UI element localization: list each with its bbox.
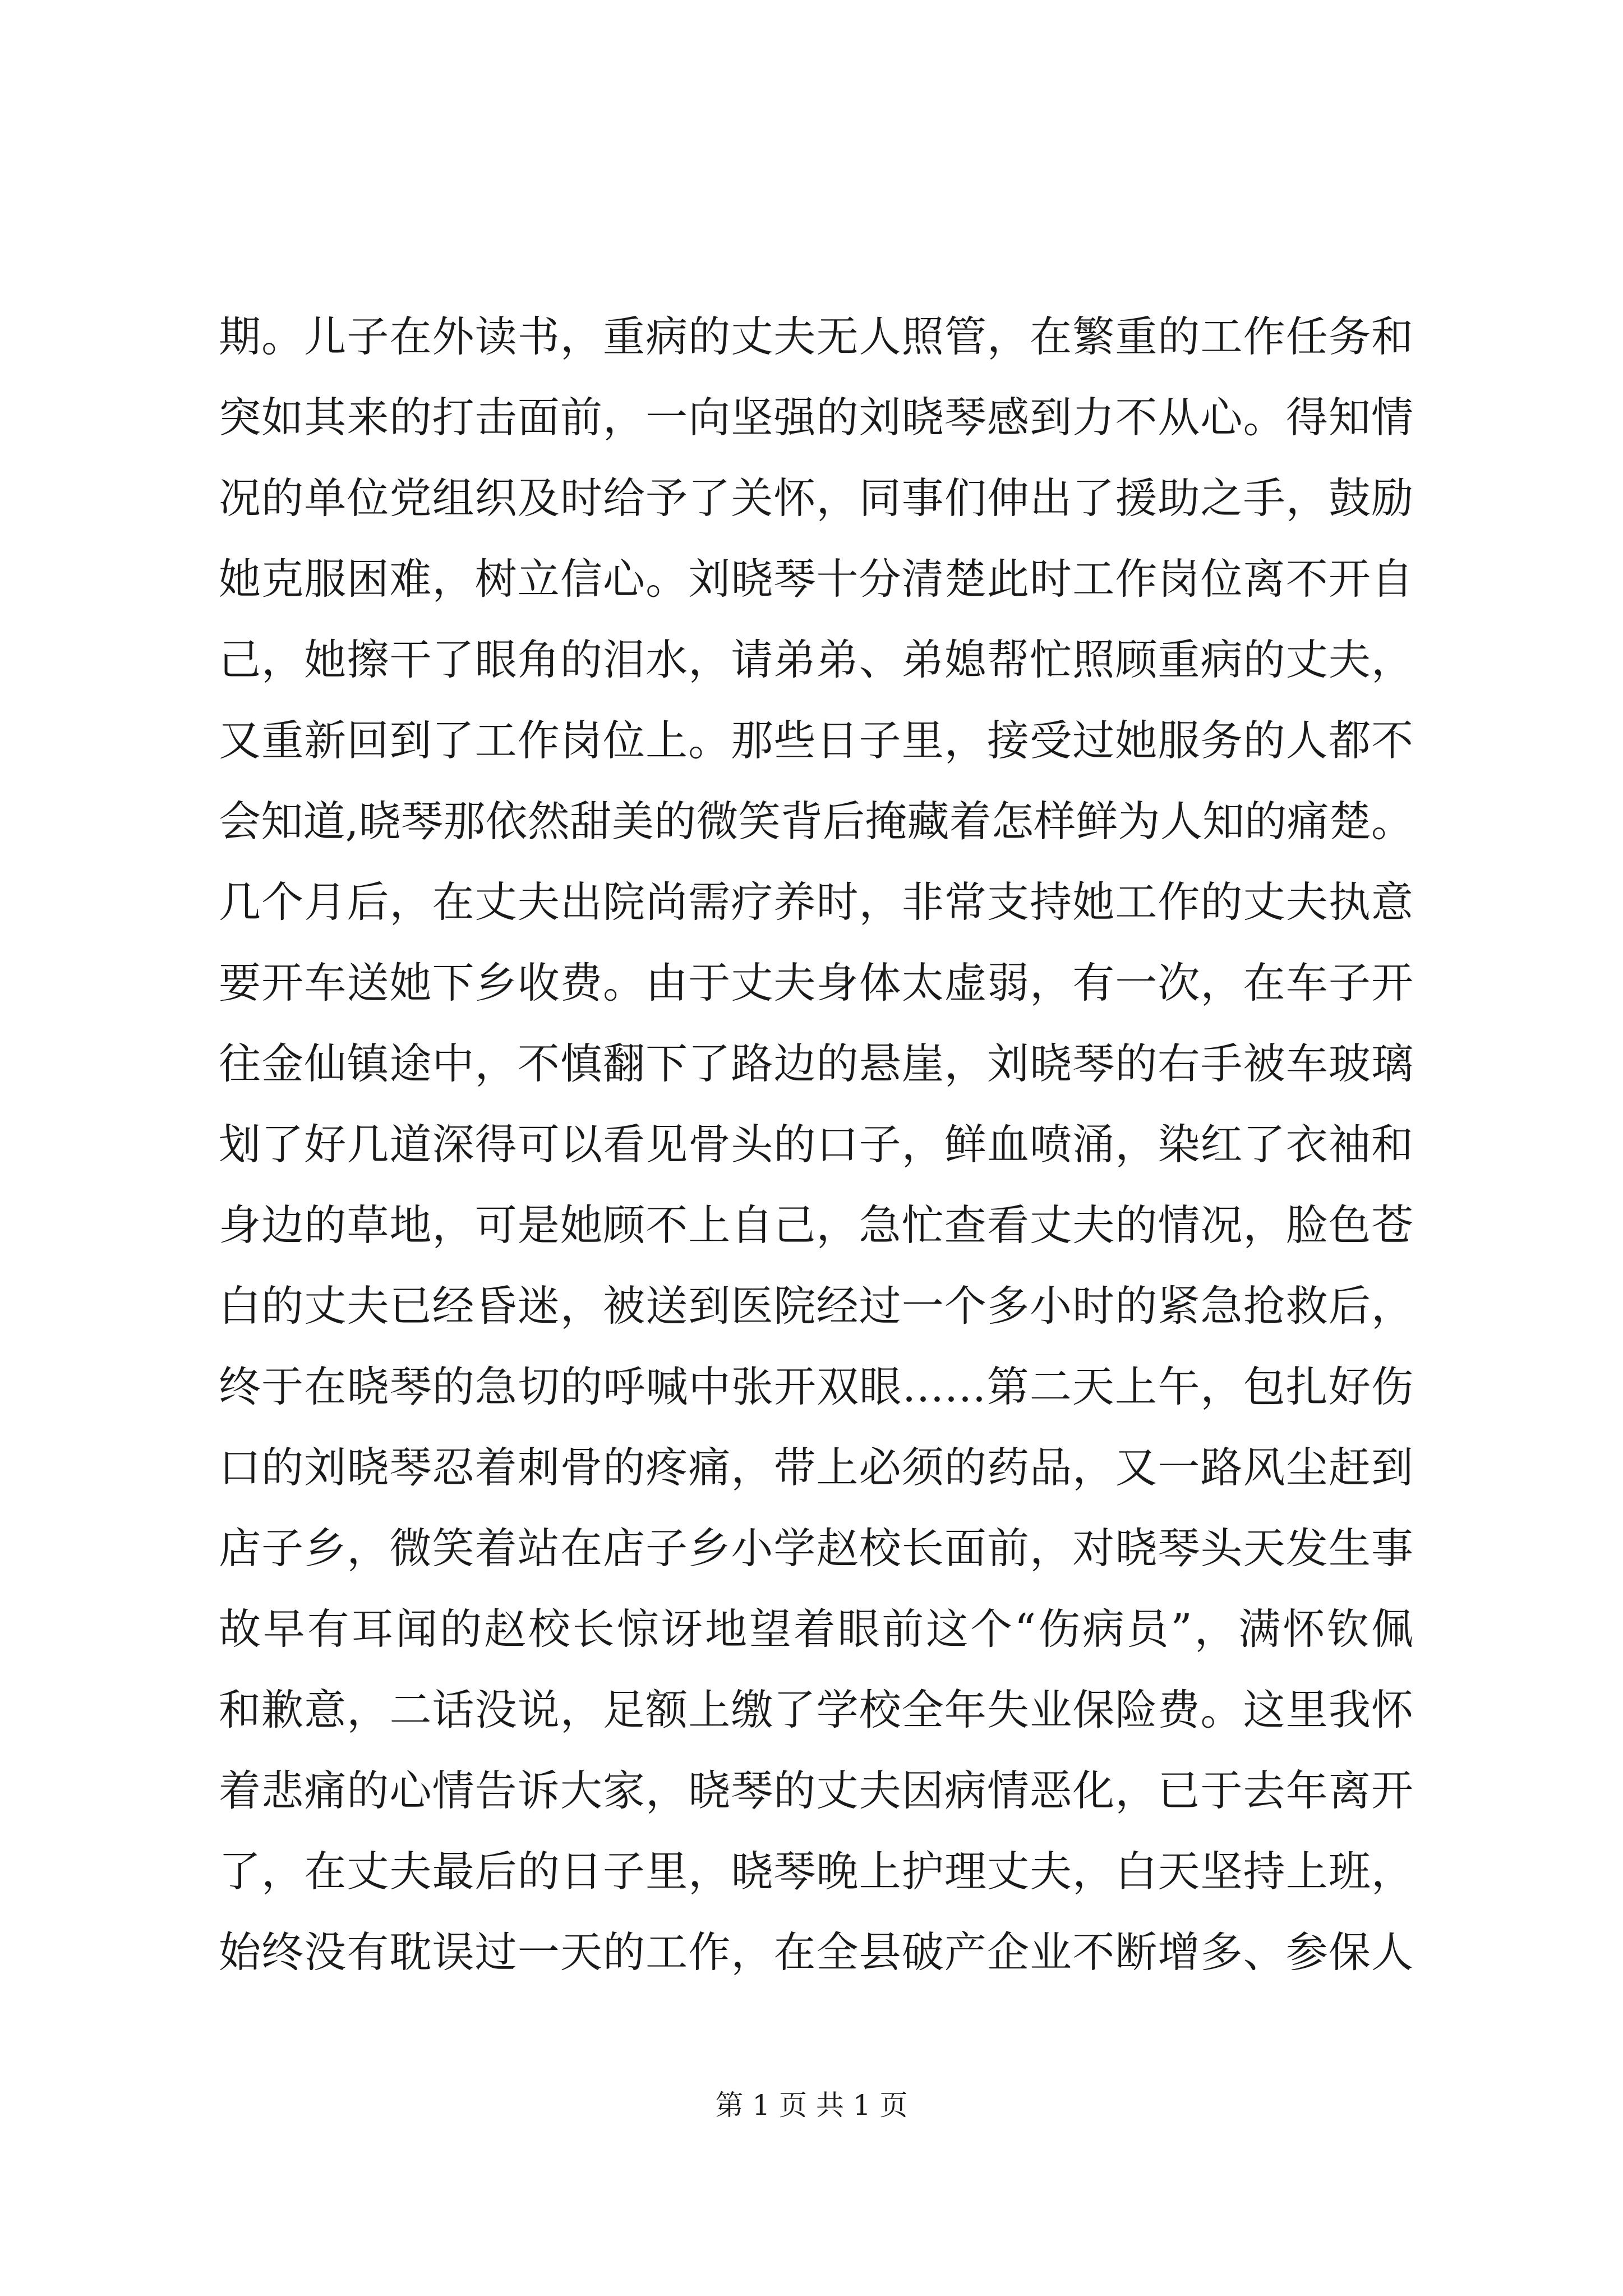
- text-line: 况的单位党组织及时给予了关怀，同事们伸出了援助之手，鼓励: [219, 473, 1413, 523]
- text-line: 故早有耳闻的赵校长惊讶地望着眼前这个“伤病员”，满怀钦佩: [219, 1604, 1413, 1654]
- text-line: 划了好几道深得可以看见骨头的口子，鲜血喷涌，染红了衣袖和: [219, 1120, 1413, 1169]
- text-line: 身边的草地，可是她顾不上自己，急忙查看丈夫的情况，脸色苍: [219, 1200, 1413, 1250]
- text-line: 己，她擦干了眼角的泪水，请弟弟、弟媳帮忙照顾重病的丈夫，: [219, 635, 1413, 684]
- text-line: 口的刘晓琴忍着刺骨的疼痛，带上必须的药品，又一路风尘赶到: [219, 1443, 1413, 1492]
- text-line: 和歉意，二话没说，足额上缴了学校全年失业保险费。这里我怀: [219, 1685, 1413, 1734]
- text-line: 要开车送她下乡收费。由于丈夫身体太虚弱，有一次，在车子开: [219, 958, 1413, 1007]
- text-line: 着悲痛的心情告诉大家，晓琴的丈夫因病情恶化，已于去年离开: [219, 1766, 1413, 1815]
- page-footer: [0, 2086, 1623, 2125]
- text-line: 店子乡，微笑着站在店子乡小学赵校长面前，对晓琴头天发生事: [219, 1524, 1413, 1573]
- text-line: 了，在丈夫最后的日子里，晓琴晚上护理丈夫，白天坚持上班，: [219, 1847, 1413, 1896]
- text-line: 白的丈夫已经昏迷，被送到医院经过一个多小时的紧急抢救后，: [219, 1281, 1413, 1331]
- text-line: 终于在晓琴的急切的呼喊中张开双眼……第二天上午，包扎好伤: [219, 1362, 1413, 1411]
- text-line: 往金仙镇途中，不慎翻下了路边的悬崖，刘晓琴的右手被车玻璃: [219, 1039, 1413, 1088]
- page-number-label: 第 1 页 共 1 页: [715, 2089, 908, 2122]
- text-line: 始终没有耽误过一天的工作，在全县破产企业不断增多、参保人: [219, 1927, 1413, 1977]
- text-line: 又重新回到了工作岗位上。那些日子里，接受过她服务的人都不: [219, 716, 1413, 765]
- body-text: [219, 296, 1413, 1993]
- text-line: 几个月后，在丈夫出院尚需疗养时，非常支持她工作的丈夫执意: [219, 877, 1413, 927]
- text-line: 突如其来的打击面前，一向坚强的刘晓琴感到力不从心。得知情: [219, 393, 1413, 442]
- text-line: 会知道,晓琴那依然甜美的微笑背后掩藏着怎样鲜为人知的痛楚。: [219, 797, 1413, 846]
- text-line: 期。儿子在外读书，重病的丈夫无人照管，在繁重的工作任务和: [219, 312, 1413, 361]
- text-line: 她克服困难，树立信心。刘晓琴十分清楚此时工作岗位离不开自: [219, 554, 1413, 604]
